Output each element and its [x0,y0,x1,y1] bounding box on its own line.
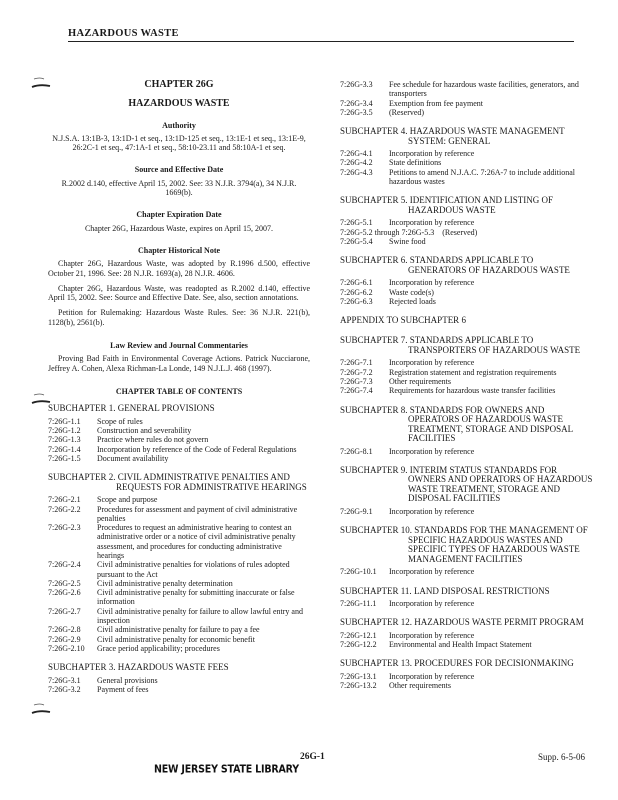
section-title: Other requirements [389,681,451,691]
section-title: Civil administrative penalty determination [97,578,233,588]
section-list [48,495,310,653]
section-title: (Reserved) [389,107,425,117]
toc-entry [340,672,593,681]
subchapter-heading: SUBCHAPTER 1. GENERAL PROVISIONS [48,403,215,414]
section-code: 7:26G-9.1 [340,506,373,516]
section-code: 7:26G-10.1 [340,567,377,577]
toc-entry [48,685,310,694]
section-code: 7:26G-5.4 [340,236,373,246]
toc-entry [340,447,593,456]
toc-entry [340,228,593,237]
section-title: Scope of rules [97,416,143,426]
section-title: State definitions [389,158,442,168]
toc-entry [340,158,593,167]
toc-entry [48,635,310,644]
section-code: 7:26G-3.3 [340,80,373,89]
toc-entry [340,288,593,297]
section-title: Civil administrative penalty for failure to pay a fee [97,625,260,635]
section-code: 7:26G-2.5 [48,578,81,588]
section-title: Incorporation by reference [389,278,475,288]
history-paragraph: Chapter 26G, Hazardous Waste, was readopted as R.2002 d.140, effective April 15, 2002. See: Source and Effective Date. See, also, section annotations. [48,283,310,303]
toc-entry [340,149,593,158]
subchapter-heading: SUBCHAPTER 6. STANDARDS APPLICABLE TO GENERATORS OF HAZARDOUS WASTE [340,255,570,275]
section-code: 7:26G-4.2 [340,158,373,168]
subchapter-heading: SUBCHAPTER 7. STANDARDS APPLICABLE TO TRANSPORTERS OF HAZARDOUS WASTE [340,335,581,355]
section-title: Incorporation by reference [389,671,475,681]
toc-entry [340,297,593,306]
history-paragraph: Petition for Rulemaking: Hazardous Waste Rules. See: 36 N.J.R. 221(b), 1128(b), 2561(b). [48,308,310,327]
toc-entry [340,377,593,386]
authority-heading: Authority [162,120,196,130]
supplement-date: Supp. 6-5-06 [538,752,585,762]
toc-entry [340,108,593,117]
section-title: Incorporation by reference [389,218,475,228]
toc-entry [340,237,593,246]
section-code: 7:26G-1.1 [48,416,81,426]
section-title: Document availability [97,453,169,463]
section-code: 7:26G-6.3 [340,296,373,306]
section-code: 7:26G-5.2 through 7:26G-5.3 [340,227,435,237]
law-review-text: Proving Bad Faith in Environmental Coverage Actions. Patrick Nucciarone, Jeffrey A. Cohen, Alexa Richman-La Londe, 149 N.J.L.J. 468 (1997). [48,354,310,373]
section-title: (Reserved) [442,227,478,237]
toc-entry [48,644,310,653]
section-code: 7:26G-2.6 [48,588,81,598]
section-title: General provisions [97,675,158,685]
section-title: Grace period applicability; procedures [97,643,220,653]
section-title: Construction and severability [97,426,192,436]
appendix-heading: APPENDIX TO SUBCHAPTER 6 [340,315,466,326]
section-code: 7:26G-13.2 [340,681,377,691]
toc-entry [48,588,310,607]
section-list [340,567,593,576]
section-code: 7:26G-13.1 [340,671,377,681]
right-column [340,80,593,701]
toc-entry [340,80,593,99]
toc-entry [48,505,310,524]
section-title: Civil administrative penalty for submitting inaccurate or false information [97,588,295,607]
section-code: 7:26G-12.2 [340,640,377,650]
subchapter-heading: SUBCHAPTER 3. HAZARDOUS WASTE FEES [48,662,229,673]
chapter-title: HAZARDOUS WASTE [128,98,230,110]
toc-entry [48,426,310,435]
toc-entry [340,386,593,395]
toc-entry [340,368,593,377]
section-title: Waste code(s) [389,287,434,297]
toc-entry [48,579,310,588]
section-code: 7:26G-7.4 [340,386,373,396]
section-title: Civil administrative penalty for economic benefit [97,634,255,644]
page-number: 26G-1 [300,752,325,762]
section-title: Environmental and Health Impact Statement [389,640,532,650]
toc-entry [340,599,593,608]
running-header: HAZARDOUS WASTE [68,28,574,42]
section-code: 7:26G-6.2 [340,287,373,297]
left-column [48,80,310,704]
section-list [340,358,593,395]
section-code: 7:26G-8.1 [340,446,373,456]
section-title: Incorporation by reference [389,599,475,609]
section-list [48,676,310,695]
section-title: Incorporation by reference of the Code of Federal Regulations [97,444,297,454]
toc-entry [48,454,310,463]
section-code: 7:26G-2.10 [48,643,85,653]
section-title: Incorporation by reference [389,149,475,159]
section-code: 7:26G-4.3 [340,167,373,177]
section-title: Incorporation by reference [389,358,475,368]
section-code: 7:26G-12.1 [340,630,377,640]
toc-entry [340,99,593,108]
section-code: 7:26G-1.3 [48,435,81,445]
section-list [340,218,593,246]
section-list [340,149,593,186]
section-code: 7:26G-2.3 [48,523,81,533]
section-code: 7:26G-3.5 [340,107,373,117]
subchapter-heading: SUBCHAPTER 13. PROCEDURES FOR DECISIONMAKING [340,658,574,669]
section-title: Scope and purpose [97,495,158,505]
section-code: 7:26G-2.9 [48,634,81,644]
section-code: 7:26G-7.3 [340,377,373,387]
section-title: Incorporation by reference [389,446,475,456]
expiration-text: Chapter 26G, Hazardous Waste, expires on April 15, 2007. [84,223,274,233]
subchapter-heading: SUBCHAPTER 12. HAZARDOUS WASTE PERMIT PROGRAM [340,617,584,628]
toc-entry [340,358,593,367]
section-title: Civil administrative penalties for violations of rules adopted pursuant to the Act [97,560,290,579]
section-code: 7:26G-2.2 [48,504,81,514]
subchapter-heading: SUBCHAPTER 9. INTERIM STATUS STANDARDS FOR OWNERS AND OPERATORS OF HAZARDOUS WASTE TREATMENT, STORAGE AND DISPOSAL FACILITIES [340,464,593,504]
section-code: 7:26G-7.2 [340,367,373,377]
section-title: Procedures for assessment and payment of civil administrative penalties [97,504,298,523]
section-title: Payment of fees [97,685,149,695]
section-list [340,672,593,691]
section-list [48,417,310,463]
section-list [340,631,593,650]
section-code: 7:26G-3.2 [48,685,81,695]
toc-entry [48,435,310,444]
section-title: Practice where rules do not govern [97,435,209,445]
section-title: Fee schedule for hazardous waste facilities, generators, and transporters [389,80,579,99]
subchapter-heading: SUBCHAPTER 11. LAND DISPOSAL RESTRICTIONS [340,585,550,596]
section-code: 7:26G-2.4 [48,560,81,570]
subchapter-heading: SUBCHAPTER 5. IDENTIFICATION AND LISTING OF HAZARDOUS WASTE [340,195,554,215]
toc-entry [340,640,593,649]
toc-entry [48,445,310,454]
source-heading: Source and Effective Date [134,165,224,175]
toc-entry [48,676,310,685]
subchapter-heading: SUBCHAPTER 8. STANDARDS FOR OWNERS AND OPERATORS OF HAZARDOUS WASTE TREATMENT, STORAGE AND DISPOSAL FACILITIES [340,404,573,444]
toc-entry [48,625,310,634]
chapter-number: CHAPTER 26G [144,79,214,90]
section-code: 7:26G-2.1 [48,495,81,505]
toc-entry [48,607,310,626]
section-title: Procedures to request an administrative hearing to contest an administrative order or a notice of civil administrative penalty assessment, and procedures for conducting administrative hearings [97,523,296,560]
toc-entry [340,168,593,187]
section-title: Other requirements [389,377,451,387]
section-title: Incorporation by reference [389,630,475,640]
section-code: 7:26G-1.5 [48,453,81,463]
toc-entry [48,417,310,426]
toc-entry [340,567,593,576]
section-title: Civil administrative penalty for failure to allow lawful entry and inspection [97,606,303,626]
toc-entry [340,278,593,287]
toc-entry [340,218,593,227]
section-list [340,507,593,516]
section-code: 7:26G-7.1 [340,358,373,368]
section-code: 7:26G-3.1 [48,675,81,685]
section-title: Petitions to amend N.J.A.C. 7:26A-7 to include additional hazardous wastes [389,167,575,187]
expiration-heading: Chapter Expiration Date [136,210,222,220]
law-review-heading: Law Review and Journal Commentaries [110,341,248,351]
section-code: 7:26G-5.1 [340,218,373,228]
section-list [340,599,593,608]
section-code: 7:26G-6.1 [340,278,373,288]
library-stamp: NEW JERSEY STATE LIBRARY [154,763,299,776]
toc-entry [48,560,310,579]
section-title: Rejected loads [389,296,436,306]
section-code: 7:26G-11.1 [340,599,377,609]
section-code: 7:26G-2.7 [48,606,81,616]
authority-text: N.J.S.A. 13:1B-3, 13:1D-1 et seq., 13:1D-125 et seq., 13:1E-1 et seq., 13:1E-9, 26:2C-1 et seq., 47:1A-1 et seq., 58:10-23.11 and 58:10A-1 et seq. [52,133,306,153]
toc-entry [340,631,593,640]
section-title: Incorporation by reference [389,567,475,577]
section-list [340,278,593,306]
section-list [340,80,593,117]
section-code: 7:26G-1.2 [48,426,81,436]
subchapter-heading: SUBCHAPTER 10. STANDARDS FOR THE MANAGEMENT OF SPECIFIC HAZARDOUS WASTES AND SPECIFIC TYPES OF HAZARDOUS WASTE MANAGEMENT FACILITIES [340,525,588,564]
toc-heading: CHAPTER TABLE OF CONTENTS [115,386,243,396]
toc-entry [48,523,310,560]
source-text: R.2002 d.140, effective April 15, 2002. See: 33 N.J.R. 3794(a), 34 N.J.R. 1669(b). [61,178,297,198]
history-heading: Chapter Historical Note [137,245,221,255]
subchapter-heading: SUBCHAPTER 4. HAZARDOUS WASTE MANAGEMENT SYSTEM: GENERAL [340,126,565,146]
section-code: 7:26G-4.1 [340,149,373,159]
section-code: 7:26G-2.8 [48,625,81,635]
subchapter-heading: SUBCHAPTER 2. CIVIL ADMINISTRATIVE PENALTIES AND REQUESTS FOR ADMINISTRATIVE HEARINGS [48,472,307,492]
section-title: Swine food [389,236,426,246]
toc-entry [340,681,593,690]
section-title: Exemption from fee payment [389,98,483,108]
toc-entry [48,495,310,504]
section-title: Registration statement and registration requirements [389,367,557,377]
section-title: Requirements for hazardous waste transfer facilities [389,386,556,396]
history-paragraph: Chapter 26G, Hazardous Waste, was adopted by R.1996 d.500, effective October 21, 1996. See: 28 N.J.R. 1693(a), 28 N.J.R. 4606. [48,259,310,278]
section-code: 7:26G-1.4 [48,444,81,454]
toc-entry [340,507,593,516]
section-list [340,447,593,456]
section-code: 7:26G-3.4 [340,98,373,108]
section-title: Incorporation by reference [389,506,475,516]
